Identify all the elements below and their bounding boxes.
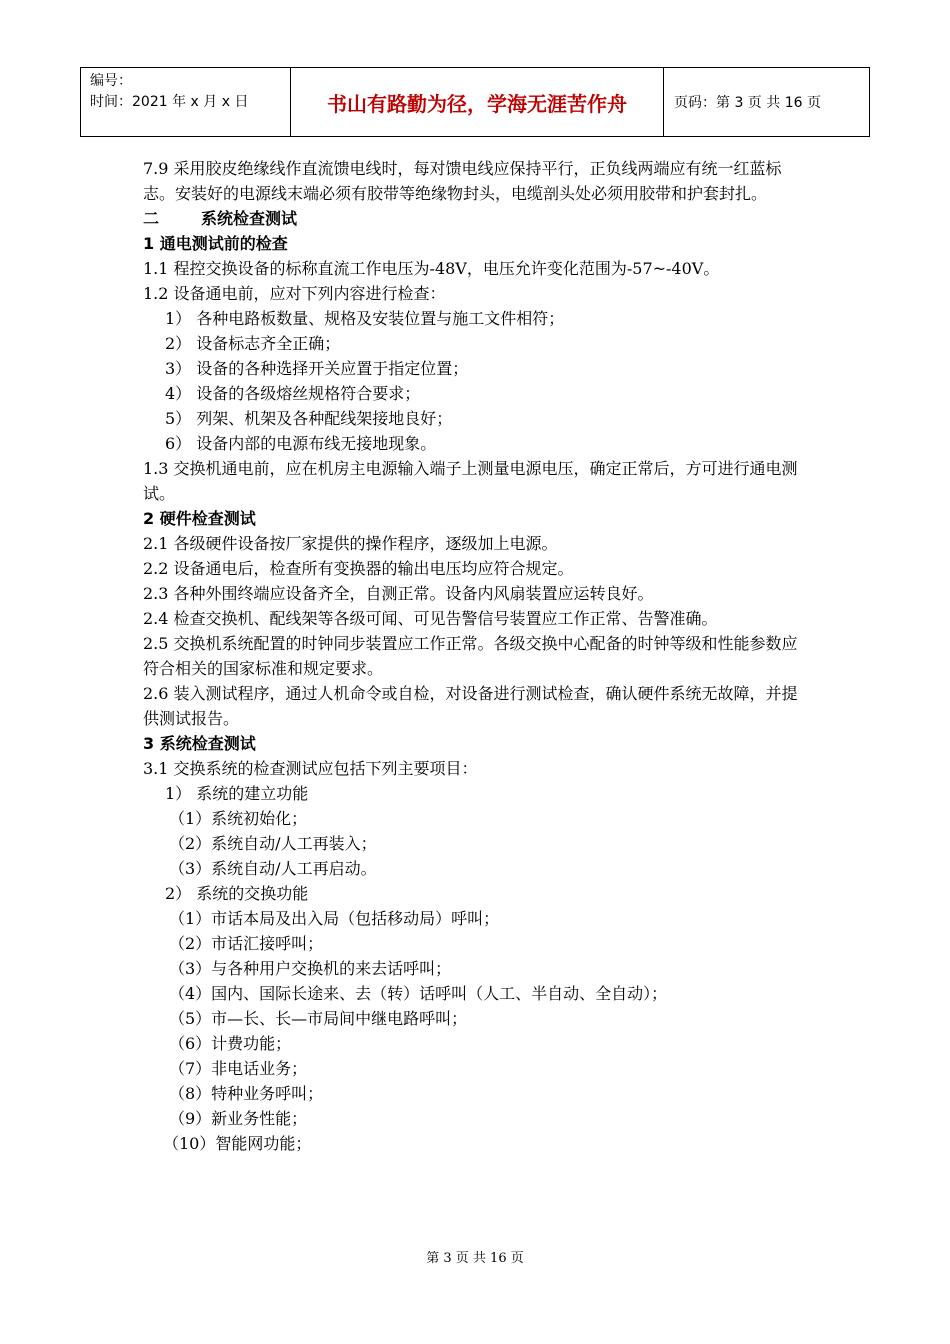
list-item: 4） 设备的各级熔丝规格符合要求；: [165, 384, 421, 403]
list-item: （2）系统自动/人工再装入；: [169, 834, 377, 853]
document-date: 时间：2021 年 x 月 x 日: [90, 94, 249, 110]
paragraph-2-5: 2.5 交换机系统配置的时钟同步装置应工作正常。各级交换中心配备的时钟等级和性能参数应符合相关的国家标准和规定要求。: [143, 634, 798, 678]
paragraph-2-2: 2.2 设备通电后，检查所有变换器的输出电压均应符合规定。: [143, 559, 574, 578]
group-2-title: 2） 系统的交换功能: [165, 884, 309, 903]
list-item: 3） 设备的各种选择开关应置于指定位置；: [165, 359, 469, 378]
list-item: 2） 设备标志齐全正确；: [165, 334, 341, 353]
list-item: （8）特种业务呼叫；: [169, 1084, 324, 1103]
header-motto: 书山有路勤为径，学海无涯苦作舟: [291, 68, 664, 137]
paragraph-2-6: 2.6 装入测试程序，通过人机命令或自检，对设备进行测试检查，确认硬件系统无故障，并提供测试报告。: [143, 684, 798, 728]
list-item: （3）系统自动/人工再启动。: [169, 859, 377, 878]
paragraph-1-1: 1.1 程控交换设备的标称直流工作电压为-48V，电压允许变化范围为-57~-40V。: [143, 259, 720, 278]
paragraph-2-1: 2.1 各级硬件设备按厂家提供的操作程序，逐级加上电源。: [143, 534, 558, 553]
list-item: （10）智能网功能；: [163, 1134, 312, 1153]
list-item: 1） 各种电路板数量、规格及安装位置与施工文件相符；: [165, 309, 565, 328]
section-2-number: 二: [143, 209, 160, 228]
header-page-info: 页码：第 3 页 共 16 页: [664, 68, 870, 137]
paragraph-1-3: 1.3 交换机通电前，应在机房主电源输入端子上测量电源电压，确定正常后，方可进行通电测试。: [143, 459, 798, 503]
paragraph-7-9: 7.9 采用胶皮绝缘线作直流馈电线时，每对馈电线应保持平行，正负线两端应有统一红蓝标志。安装好的电源线末端必须有胶带等绝缘物封头，电缆剖头处必须用胶带和护套封扎。: [143, 159, 782, 203]
header-meta-cell: [81, 68, 291, 137]
heading-1: 1 通电测试前的检查: [143, 234, 288, 253]
list-item: （6）计费功能；: [169, 1034, 292, 1053]
list-item: （4）国内、国际长途来、去（转）话呼叫（人工、半自动、全自动）；: [169, 984, 668, 1003]
group-1-title: 1） 系统的建立功能: [165, 784, 309, 803]
list-item: （5）市—长、长—市局间中继电路呼叫；: [169, 1009, 468, 1028]
section-2-heading: [143, 206, 813, 231]
document-body: [143, 156, 813, 1156]
section-2-title: 系统检查测试: [201, 209, 298, 228]
list-item: （1）系统初始化；: [169, 809, 308, 828]
list-item: （2）市话汇接呼叫；: [169, 934, 324, 953]
header-table: [80, 67, 870, 137]
document-number-label: 编号：: [90, 73, 132, 89]
heading-3: 3 系统检查测试: [143, 734, 256, 753]
paragraph-3-1: 3.1 交换系统的检查测试应包括下列主要项目：: [143, 759, 478, 778]
heading-2: 2 硬件检查测试: [143, 509, 256, 528]
paragraph-1-2: 1.2 设备通电前，应对下列内容进行检查：: [143, 284, 446, 303]
list-item: （1）市话本局及出入局（包括移动局）呼叫；: [169, 909, 500, 928]
list-item: （9）新业务性能；: [169, 1109, 308, 1128]
page-footer: 第 3 页 共 16 页: [426, 1251, 524, 1266]
paragraph-2-4: 2.4 检查交换机、配线架等各级可闻、可见告警信号装置应工作正常、告警准确。: [143, 609, 718, 628]
list-item: （3）与各种用户交换机的来去话呼叫；: [169, 959, 452, 978]
list-item: 6） 设备内部的电源布线无接地现象。: [165, 434, 437, 453]
list-item: （7）非电话业务；: [169, 1059, 308, 1078]
paragraph-2-3: 2.3 各种外围终端应设备齐全，自测正常。设备内风扇装置应运转良好。: [143, 584, 654, 603]
list-item: 5） 列架、机架及各种配线架接地良好；: [165, 409, 453, 428]
